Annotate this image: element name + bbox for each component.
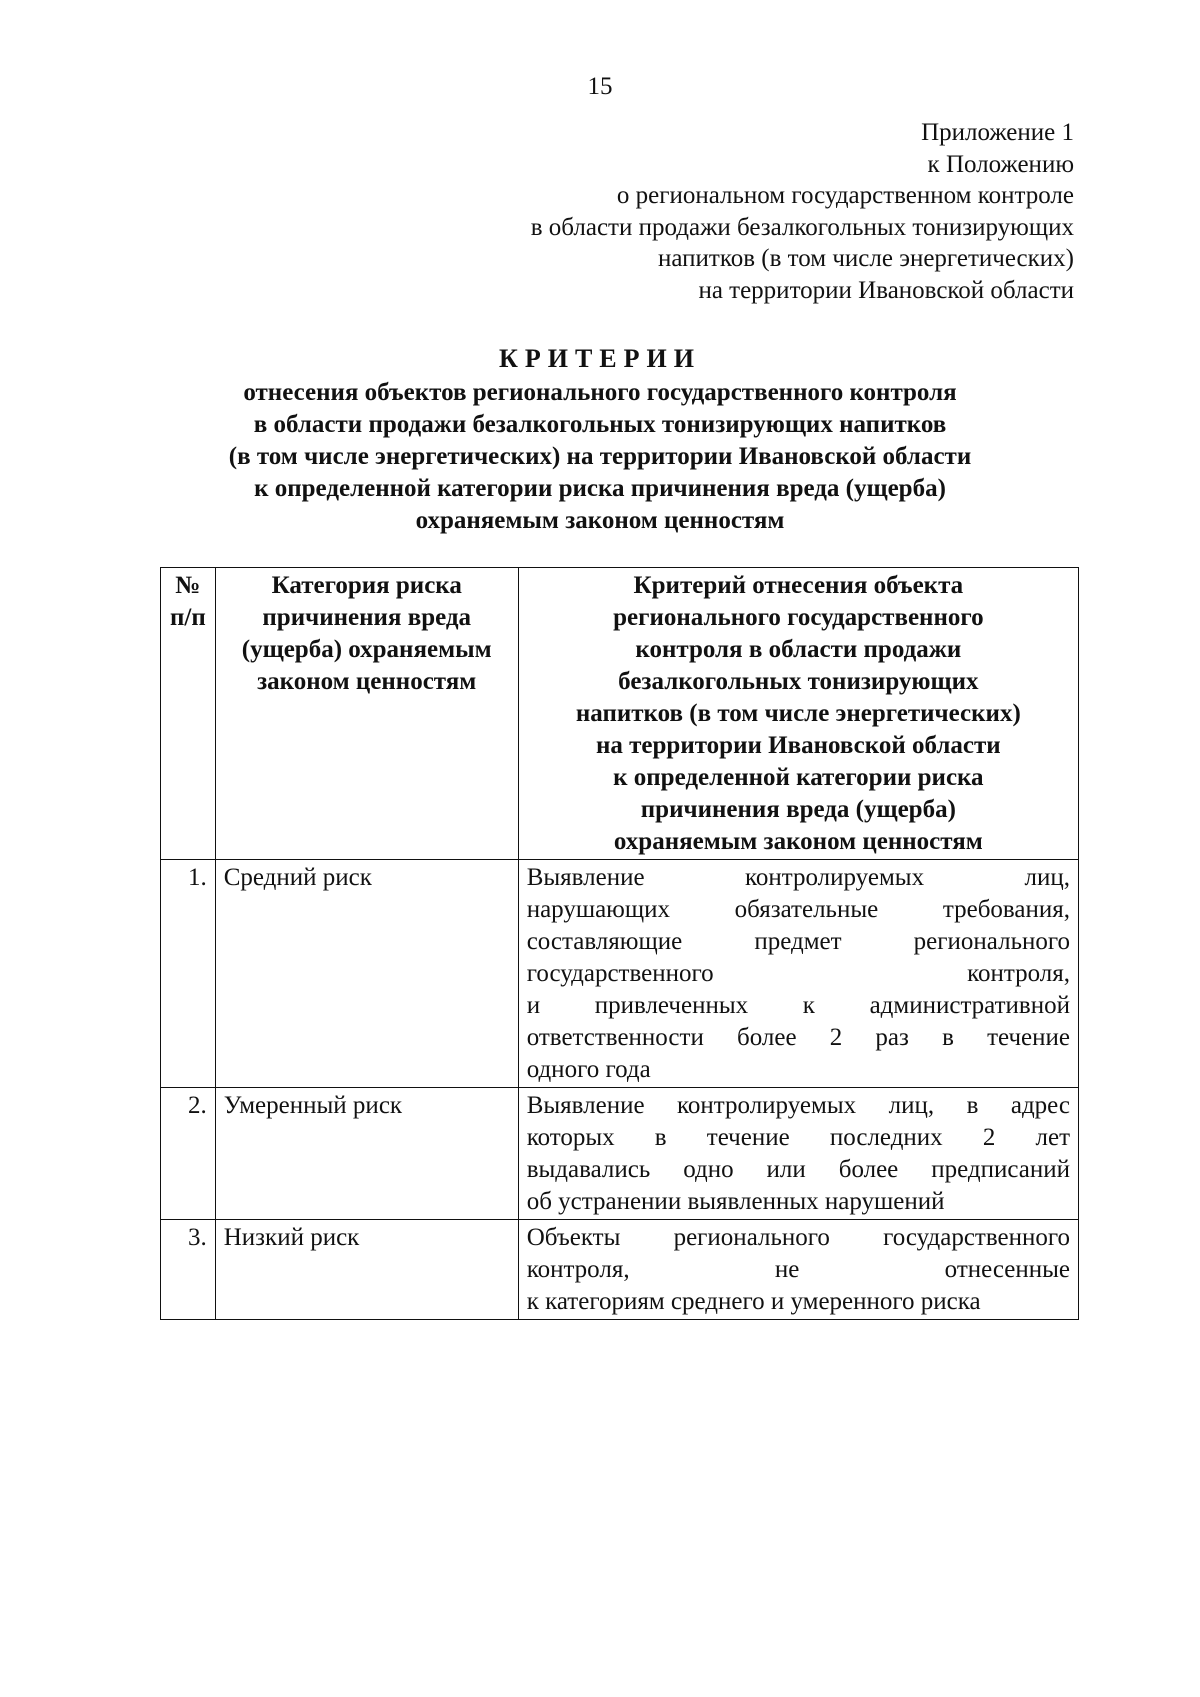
main-title: КРИТЕРИИ bbox=[499, 344, 701, 373]
row-num: 3. bbox=[161, 1220, 216, 1320]
appendix-line: напитков (в том числе энергетических) bbox=[658, 245, 1074, 272]
row-criterion bbox=[518, 1220, 1078, 1320]
subtitle-line: в области продажи безалкогольных тонизирующих напитков bbox=[253, 411, 947, 438]
header-criterion-line: охраняемым законом ценностям bbox=[613, 828, 983, 855]
criterion-line: и привлеченных к административной bbox=[526, 992, 1070, 1019]
header-criterion-line: напитков (в том числе энергетических) bbox=[575, 700, 1021, 727]
header-category-line: причинения вреда bbox=[262, 604, 472, 631]
criterion-line: к категориям среднего и умеренного риска bbox=[526, 1288, 981, 1315]
table-row bbox=[161, 1088, 1079, 1220]
criterion-line: контроля, не отнесенные bbox=[526, 1256, 1070, 1283]
row-category: Низкий риск bbox=[215, 1220, 518, 1320]
row-num: 2. bbox=[161, 1088, 216, 1220]
criterion-line: государственного контроля, bbox=[526, 960, 1070, 987]
row-category: Средний риск bbox=[215, 860, 518, 1088]
header-criterion-line: регионального государственного bbox=[613, 604, 984, 631]
criterion-line: Выявление контролируемых лиц, в адрес bbox=[526, 1092, 1070, 1119]
header-num-line: № bbox=[175, 572, 201, 599]
criterion-line: выдавались одно или более предписаний bbox=[526, 1156, 1070, 1183]
header-num-line: п/п bbox=[169, 604, 206, 631]
criterion-line: одного года bbox=[526, 1056, 651, 1083]
appendix-line: на территории Ивановской области bbox=[698, 276, 1074, 304]
appendix-note bbox=[531, 117, 1074, 306]
table-row bbox=[161, 860, 1079, 1088]
header-category-line: законом ценностям bbox=[257, 668, 477, 695]
criterion-line: составляющие предмет регионального bbox=[526, 928, 1070, 955]
subtitle-line: охраняемым законом ценностям bbox=[415, 507, 785, 534]
criterion-line: Выявление контролируемых лиц, bbox=[526, 864, 1070, 891]
header-criterion bbox=[518, 568, 1078, 860]
criterion-line: которых в течение последних 2 лет bbox=[526, 1124, 1070, 1151]
page-number: 15 bbox=[587, 73, 613, 100]
criterion-line: нарушающих обязательные требования, bbox=[526, 896, 1070, 923]
header-criterion-line: безалкогольных тонизирующих bbox=[618, 668, 979, 695]
header-criterion-line: к определенной категории риска bbox=[613, 764, 984, 791]
subtitle-line: отнесения объектов регионального государственного контроля bbox=[243, 379, 957, 406]
header-criterion-line: на территории Ивановской области bbox=[595, 732, 1001, 759]
row-criterion bbox=[518, 1088, 1078, 1220]
header-category-line: (ущерба) охраняемым bbox=[241, 636, 492, 663]
row-criterion bbox=[518, 860, 1078, 1088]
document-title bbox=[0, 343, 1200, 537]
header-criterion-line: причинения вреда (ущерба) bbox=[640, 796, 956, 823]
appendix-line: Приложение 1 bbox=[921, 119, 1074, 146]
criterion-line: об устранении выявленных нарушений bbox=[526, 1188, 945, 1215]
criterion-line: Объекты регионального государственного bbox=[526, 1224, 1070, 1251]
appendix-line: в области продажи безалкогольных тонизирующих bbox=[530, 213, 1074, 241]
header-category bbox=[215, 568, 518, 860]
row-category: Умеренный риск bbox=[215, 1088, 518, 1220]
subtitle-line: (в том числе энергетических) на территории Ивановской области bbox=[228, 443, 972, 470]
table-header-row bbox=[161, 568, 1079, 860]
criterion-line: ответственности более 2 раз в течение bbox=[526, 1024, 1070, 1051]
table-row bbox=[161, 1220, 1079, 1320]
appendix-line: к Положению bbox=[927, 150, 1074, 178]
header-num bbox=[161, 568, 216, 860]
appendix-line: о региональном государственном контроле bbox=[616, 182, 1074, 209]
subtitle-line: к определенной категории риска причинения вреда (ущерба) bbox=[254, 475, 946, 502]
header-category-line: Категория риска bbox=[271, 572, 462, 599]
criteria-table bbox=[160, 567, 1079, 1320]
row-num: 1. bbox=[161, 860, 216, 1088]
header-criterion-line: контроля в области продажи bbox=[635, 636, 962, 663]
header-criterion-line: Критерий отнесения объекта bbox=[633, 572, 964, 599]
